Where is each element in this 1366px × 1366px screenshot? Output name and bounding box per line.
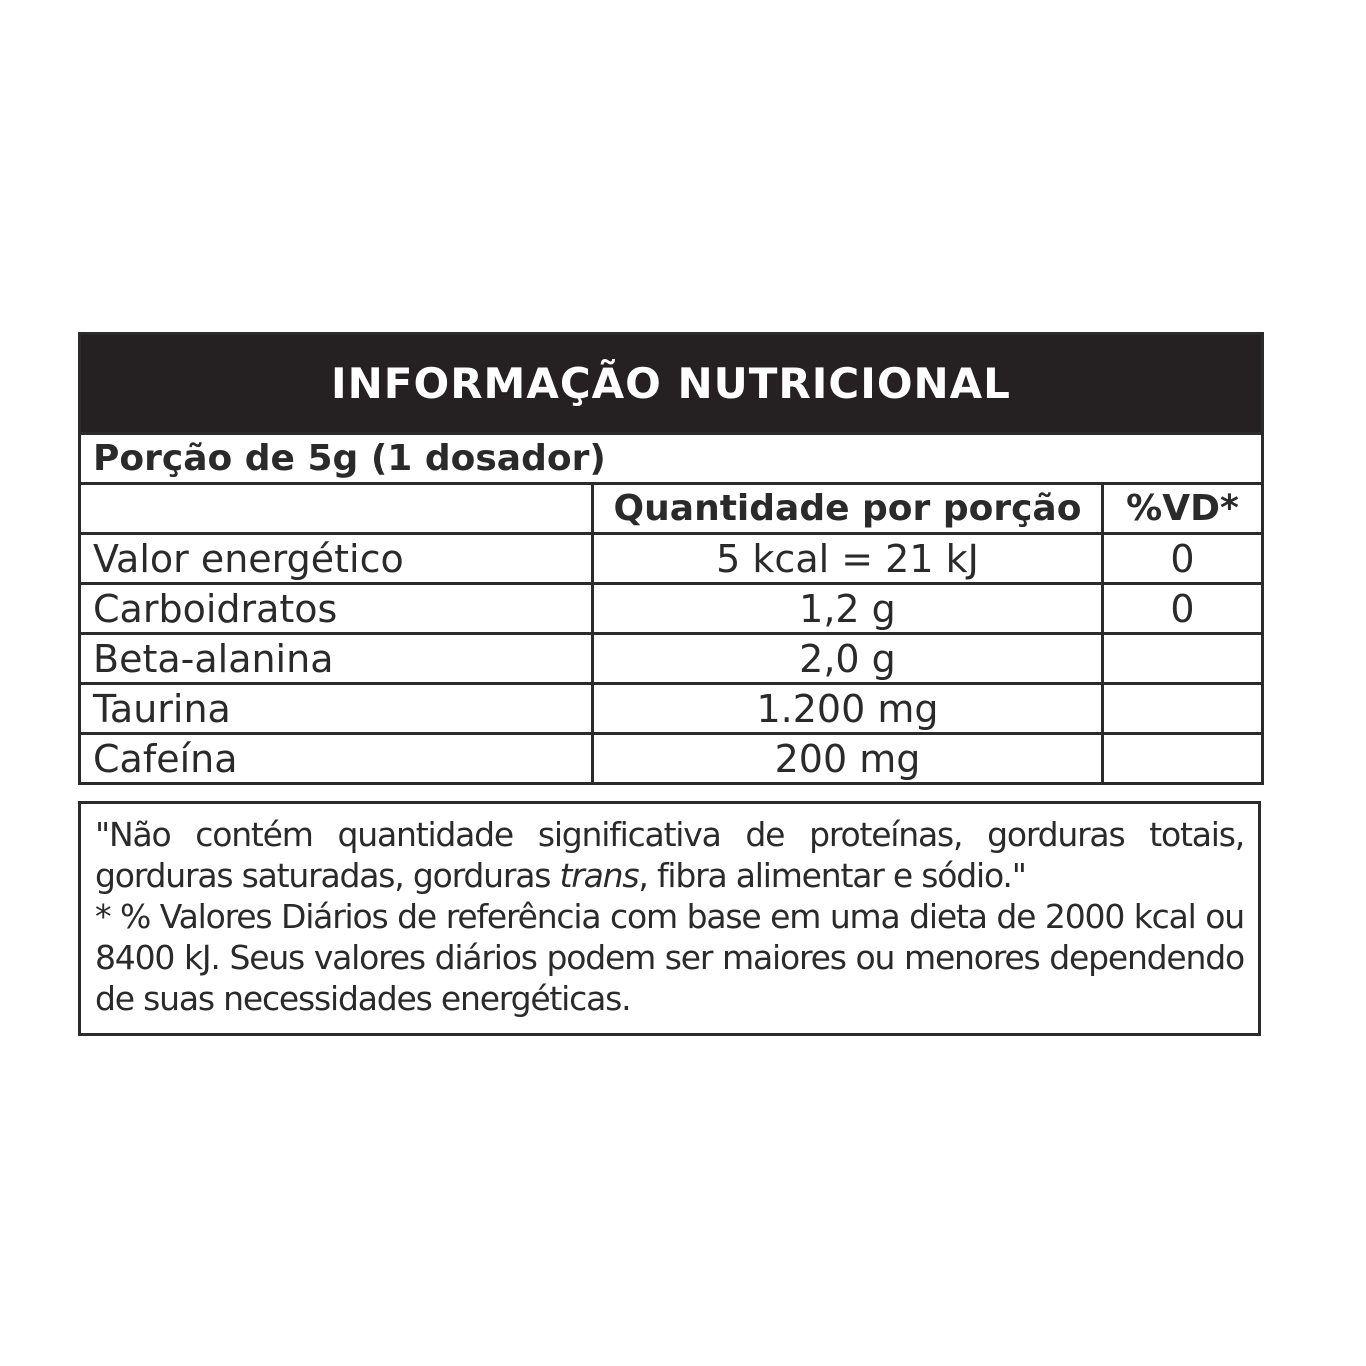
table-row [80, 684, 1263, 734]
footnote-box [78, 801, 1261, 1036]
nutrition-label [78, 332, 1261, 1036]
title-row [80, 334, 1263, 434]
table-row [80, 634, 1263, 684]
table-row [80, 584, 1263, 634]
header-row [80, 484, 1263, 534]
nutrient-quantity: 1.200 mg [593, 684, 1103, 734]
table-row [80, 534, 1263, 584]
footnote-italic-trans: trans [559, 856, 639, 895]
nutrient-name: Valor energético [80, 534, 593, 584]
footnote-text-2: , fibra alimentar e sódio." [638, 856, 1026, 895]
nutrient-vd [1103, 734, 1263, 784]
footnote-daily-values: * % Valores Diários de referência com base em uma dieta de 2000 kcal ou 8400 kJ. Seus valores diários podem ser maiores ou menores dependendo de suas necessidades energéticas. [95, 897, 1244, 1018]
nutrient-name: Carboidratos [80, 584, 593, 634]
nutrient-vd: 0 [1103, 534, 1263, 584]
nutrient-name: Taurina [80, 684, 593, 734]
nutrient-vd [1103, 634, 1263, 684]
nutrient-quantity: 200 mg [593, 734, 1103, 784]
portion-size: Porção de 5g (1 dosador) [80, 434, 1263, 484]
portion-row [80, 434, 1263, 484]
header-name [80, 484, 593, 534]
nutrient-name: Beta-alanina [80, 634, 593, 684]
nutrition-table [78, 332, 1264, 785]
table-title: INFORMAÇÃO NUTRICIONAL [80, 334, 1263, 434]
nutrient-vd: 0 [1103, 584, 1263, 634]
nutrient-quantity: 5 kcal = 21 kJ [593, 534, 1103, 584]
header-vd: %VD* [1103, 484, 1263, 534]
nutrient-quantity: 2,0 g [593, 634, 1103, 684]
nutrient-vd [1103, 684, 1263, 734]
nutrient-name: Cafeína [80, 734, 593, 784]
footnote-text-1: "Não contém quantidade significativa de proteínas, gorduras totais, gorduras saturadas, gorduras [95, 815, 1244, 895]
header-quantity: Quantidade por porção [593, 484, 1103, 534]
nutrient-quantity: 1,2 g [593, 584, 1103, 634]
table-row [80, 734, 1263, 784]
footnote-disclaimer [95, 814, 1244, 896]
